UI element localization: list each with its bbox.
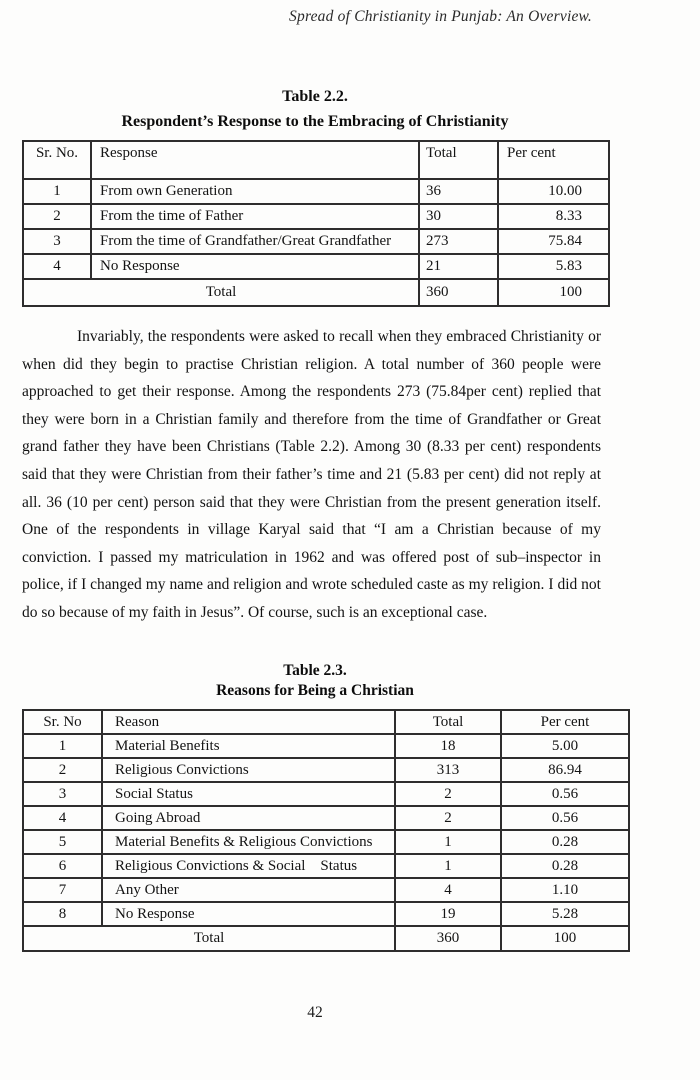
cell-total: 273 — [419, 229, 498, 254]
cell-response: From own Generation — [91, 179, 419, 204]
column-header-sr-no: Sr. No. — [23, 141, 91, 179]
table-row — [23, 782, 629, 806]
cell-percent: 75.84 — [498, 229, 609, 254]
column-header-total: Total — [419, 141, 498, 179]
table-2-2-caption — [25, 84, 605, 134]
cell-sr: 2 — [23, 758, 102, 782]
cell-total: 19 — [395, 902, 501, 926]
cell-sr: 6 — [23, 854, 102, 878]
body-paragraph: Invariably, the respondents were asked to recall when they embraced Christianity or when did they begin to practise Christian religion. A total number of 360 people were approached to get their response. Among the respondents 273 (75.84per cent) replied that they were born in a Christian family and therefore from the time of Grandfather or Great grand father they have been Christians (Table 2.2). Among 30 (8.33 per cent) respondents said that they were Christian from their father’s time and 21 (5.83 per cent) did not reply at all. 36 (10 per cent) person said that they were Christian from the present generation itself. One of the respondents in village Karyal said that “I am a Christian because of my conviction. I passed my matriculation in 1962 and was offered post of sub–inspector in police, if I changed my name and religion and wrote scheduled caste as my religion. I did not do so because of my faith in Jesus”. Of course, such is an exceptional case. — [22, 328, 601, 621]
cell-sr: 7 — [23, 878, 102, 902]
cell-total: 313 — [395, 758, 501, 782]
cell-percent: 0.56 — [501, 782, 629, 806]
table-row — [23, 254, 609, 279]
total-percent: 100 — [498, 279, 609, 306]
cell-percent: 86.94 — [501, 758, 629, 782]
column-header-response: Response — [91, 141, 419, 179]
cell-sr: 5 — [23, 830, 102, 854]
table-row — [23, 204, 609, 229]
cell-total: 2 — [395, 782, 501, 806]
cell-total: 21 — [419, 254, 498, 279]
cell-total: 18 — [395, 734, 501, 758]
total-label: Total — [23, 279, 419, 306]
table-row — [23, 758, 629, 782]
table-2-3-header-row — [23, 710, 629, 734]
column-header-total: Total — [395, 710, 501, 734]
column-header-reason: Reason — [102, 710, 395, 734]
column-header-percent: Per cent — [498, 141, 609, 179]
cell-total: 4 — [395, 878, 501, 902]
cell-sr: 3 — [23, 229, 91, 254]
cell-sr: 1 — [23, 179, 91, 204]
table-2-2-title: Table 2.2. — [282, 88, 348, 105]
table-row — [23, 179, 609, 204]
cell-response: From the time of Grandfather/Great Grandfather — [91, 229, 419, 254]
cell-response: From the time of Father — [91, 204, 419, 229]
cell-sr: 8 — [23, 902, 102, 926]
cell-reason: Going Abroad — [102, 806, 395, 830]
running-head: Spread of Christianity in Punjab: An Overview. — [289, 8, 592, 25]
cell-reason: Social Status — [102, 782, 395, 806]
cell-total: 36 — [419, 179, 498, 204]
cell-total: 1 — [395, 854, 501, 878]
column-header-sr-no: Sr. No — [23, 710, 102, 734]
cell-percent: 5.28 — [501, 902, 629, 926]
cell-percent: 8.33 — [498, 204, 609, 229]
cell-percent: 5.83 — [498, 254, 609, 279]
cell-percent: 5.00 — [501, 734, 629, 758]
total-value: 360 — [395, 926, 501, 951]
total-label: Total — [23, 926, 395, 951]
table-2-3-total-row — [23, 926, 629, 951]
cell-sr: 1 — [23, 734, 102, 758]
cell-reason: No Response — [102, 902, 395, 926]
cell-reason: Religious Convictions — [102, 758, 395, 782]
cell-percent: 1.10 — [501, 878, 629, 902]
table-2-2-header-row — [23, 141, 609, 179]
cell-total: 2 — [395, 806, 501, 830]
table-2-3 — [22, 709, 630, 952]
page-number: 42 — [307, 1004, 323, 1021]
cell-percent: 0.28 — [501, 830, 629, 854]
table-2-3-subtitle: Reasons for Being a Christian — [216, 682, 414, 699]
table-2-2-subtitle: Respondent’s Response to the Embracing of Christianity — [121, 113, 509, 130]
cell-reason: Religious Convictions & Social Status — [102, 854, 395, 878]
cell-sr: 4 — [23, 254, 91, 279]
table-row — [23, 830, 629, 854]
table-row — [23, 734, 629, 758]
table-2-3-caption — [25, 661, 605, 701]
cell-total: 30 — [419, 204, 498, 229]
column-header-percent: Per cent — [501, 710, 629, 734]
cell-sr: 2 — [23, 204, 91, 229]
cell-reason: Material Benefits — [102, 734, 395, 758]
cell-sr: 3 — [23, 782, 102, 806]
table-2-2 — [22, 140, 610, 307]
table-2-2-total-row — [23, 279, 609, 306]
cell-response: No Response — [91, 254, 419, 279]
total-value: 360 — [419, 279, 498, 306]
table-row — [23, 806, 629, 830]
table-row — [23, 878, 629, 902]
total-percent: 100 — [501, 926, 629, 951]
cell-percent: 0.28 — [501, 854, 629, 878]
table-row — [23, 854, 629, 878]
cell-reason: Any Other — [102, 878, 395, 902]
cell-total: 1 — [395, 830, 501, 854]
table-row — [23, 229, 609, 254]
table-row — [23, 902, 629, 926]
cell-reason: Material Benefits & Religious Convictions — [102, 830, 395, 854]
cell-percent: 0.56 — [501, 806, 629, 830]
table-2-3-title: Table 2.3. — [283, 662, 347, 679]
cell-sr: 4 — [23, 806, 102, 830]
cell-percent: 10.00 — [498, 179, 609, 204]
